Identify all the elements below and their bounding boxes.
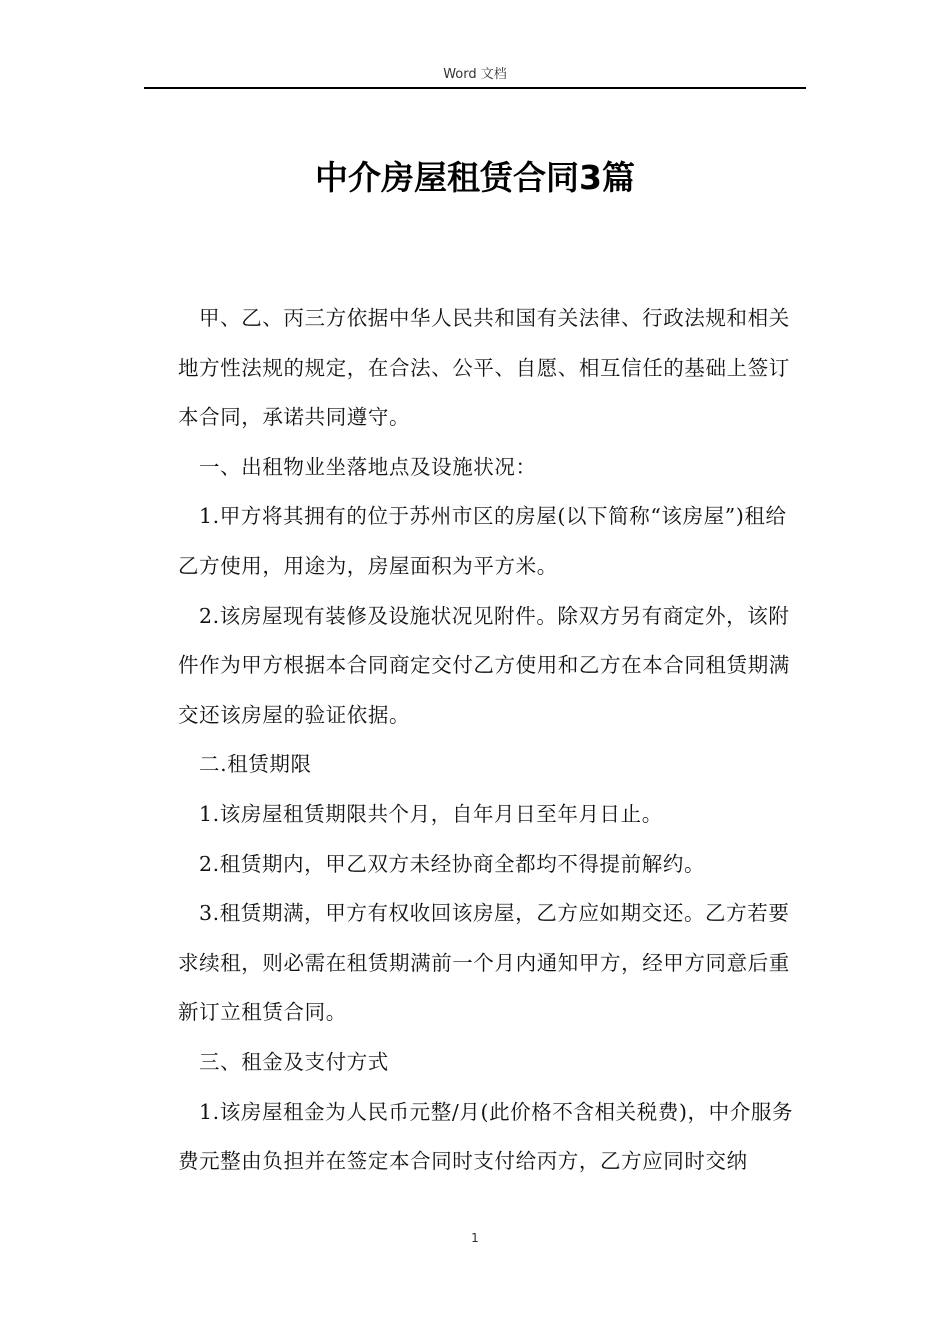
paragraph-2-3: 3.租赁期满，甲方有权收回该房屋，乙方应如期交还。乙方若要求续租，则必需在租赁期满前一个月内通知甲方，经甲方同意后重新订立租赁合同。	[178, 901, 790, 1025]
header-divider	[144, 87, 806, 89]
paragraph-preamble: 甲、乙、丙三方依据中华人民共和国有关法律、行政法规和相关地方性法规的规定，在合法、公平、自愿、相互信任的基础上签订本合同，承诺共同遵守。	[178, 306, 790, 430]
paragraph-1-1: 1.甲方将其拥有的位于苏州市区的房屋(以下简称“该房屋”)租给乙方使用，用途为，房屋面积为平方米。	[178, 504, 787, 578]
section-heading-3: 三、租金及支付方式	[199, 1049, 389, 1074]
page-number: 1	[471, 1231, 479, 1245]
paragraph-1-2: 2.该房屋现有装修及设施状况见附件。除双方另有商定外，该附件作为甲方根据本合同商定交付乙方使用和乙方在本合同租赁期满交还该房屋的验证依据。	[178, 603, 790, 727]
section-heading-2: 二.租赁期限	[199, 752, 312, 777]
paragraph-2-1: 1.该房屋租赁期限共个月，自年月日至年月日止。	[199, 801, 663, 826]
header-label: Word 文档	[443, 67, 507, 82]
document-title: 中介房屋租赁合同3篇	[315, 158, 635, 197]
section-heading-1: 一、出租物业坐落地点及设施状况：	[199, 454, 537, 479]
paragraph-3-1: 1.该房屋租金为人民币元整/月(此价格不含相关税费)，中介服务费元整由负担并在签定本合同时支付给丙方，乙方应同时交纳	[178, 1099, 794, 1174]
document-body	[178, 294, 806, 1187]
paragraph-2-2: 2.租赁期内，甲乙双方未经协商全都均不得提前解约。	[199, 851, 706, 876]
